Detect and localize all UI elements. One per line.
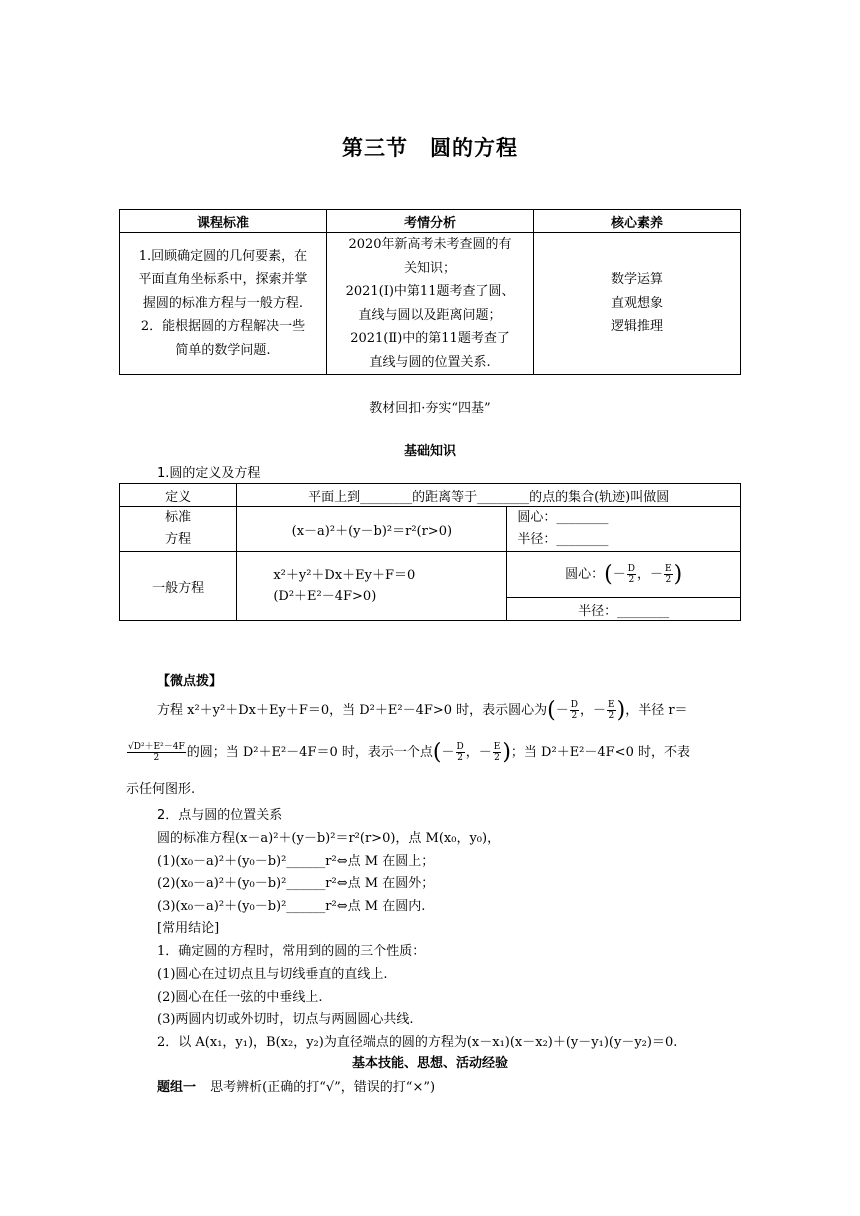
text-line: 直线与圆的位置关系. [369, 354, 491, 370]
tip-text: 的圆；当 D²＋E²－4F＝0 时，表示一个点 [186, 745, 433, 760]
conclusion-line: (2)圆心在任一弦的中垂线上. [157, 990, 323, 1005]
fraction: $\frac{D}{2}$ [570, 700, 578, 721]
core-literacy-cell [534, 233, 741, 375]
center-label: 圆心： [565, 567, 605, 582]
text-line: 逻辑推理 [611, 319, 664, 335]
text-line: 2020年新高考未考查圆的有 [348, 237, 512, 252]
text-line: 数学运算 [611, 272, 664, 288]
header-exam-analysis: 考情分析 [326, 210, 533, 233]
definition-label: 定义 [120, 484, 237, 507]
group-label: 题组一 [157, 1080, 197, 1095]
standards-table [119, 209, 741, 375]
equation-line: (D²＋E²－4F>0) [273, 589, 377, 604]
standard-center-radius [507, 507, 741, 552]
relation-line: 圆的标准方程(x－a)²＋(y－b)²＝r²(r>0)，点 M(x₀，y₀)， [157, 831, 501, 846]
page-title: 第三节 圆的方程 [342, 136, 518, 160]
conclusion-line: 1．确定圆的方程时，常用到的圆的三个性质： [157, 944, 426, 959]
tip-paragraph-line-3: 示任何图形. [126, 782, 196, 797]
label-line: 方程 [165, 532, 192, 547]
general-equation-label: 一般方程 [120, 552, 237, 621]
text-line: 直线与圆以及距离问题； [358, 307, 502, 323]
text-line: 2．能根据圆的方程解决一些 [140, 319, 306, 335]
definition-content: 平面上到________的距离等于________的点的集合(轨迹)叫做圆 [237, 484, 741, 507]
text-line: 2021(Ⅱ)中的第11题考查了 [350, 331, 510, 346]
tip-paragraph-line-1: 方程 x²＋y²＋Dx＋Ey＋F＝0，当 D²＋E²－4F>0 时，表示圆心为(－ $\frac{D}{2}$ ，－ $\frac{E}{2}$ )，半径 r＝ [157, 698, 688, 723]
question-group [157, 1076, 435, 1095]
exam-analysis-cell [326, 233, 533, 375]
general-radius: 半径：________ [507, 598, 741, 621]
center-blank: 圆心：________ [517, 510, 609, 525]
text-line: 关知识； [404, 260, 457, 276]
common-conclusions-heading: [常用结论] [157, 921, 220, 936]
conclusion-line: (1)圆心在过切点且与切线垂直的直线上. [157, 967, 388, 982]
group-instruction: 思考辨析(正确的打“√”，错误的打“×”) [210, 1080, 436, 1095]
subsection-1-heading: 1.圆的定义及方程 [157, 466, 261, 481]
definition-table [119, 483, 741, 621]
tip-heading: 【微点拨】 [157, 674, 223, 689]
tip-paragraph-line-2: $\frac{\text{√D²＋E²－4F}}{2}$ 的圆；当 D²＋E²－4F＝0 时，表示一个点(－ $\frac{D}{2}$ ，－ $\frac{E}{2}$ )；当 D²＋E²－4F<0 时，不表 [128, 740, 690, 765]
relation-line: (2)(x₀－a)²＋(y₀－b)²______r²⇔点 M 在圆外； [157, 876, 435, 891]
conclusion-line: 2．以 A(x₁，y₁)，B(x₂，y₂)为直径端点的圆的方程为(x－x₁)(x－x₂)＋(y－y₁)(y－y₂)＝0. [157, 1035, 678, 1050]
fraction: $\frac{E}{2}$ [608, 700, 615, 721]
text-line: 直观想象 [611, 295, 664, 311]
tip-text: ；当 D²＋E²－4F<0 时，不表 [510, 745, 690, 760]
fraction: $\frac{D}{2}$ [627, 564, 635, 585]
text-line: 简单的数学问题. [175, 342, 271, 358]
section-banner: 教材回扣·夯实“四基” [369, 401, 491, 416]
text-line: 平面直角坐标系中，探索并掌 [138, 272, 308, 288]
general-center: 圆心：(－ $\frac{D}{2}$ ，－ $\frac{E}{2}$ ) [507, 552, 741, 598]
text-line: 2021(Ⅰ)中第11题考查了圆、 [345, 284, 515, 299]
standard-equation-label [120, 507, 237, 552]
text-line: 握圆的标准方程与一般方程. [142, 295, 304, 311]
text-line: 1.回顾确定圆的几何要素，在 [138, 248, 308, 264]
tip-text: ，半径 r＝ [625, 703, 688, 718]
label-line: 标准 [165, 510, 192, 525]
header-course-standard: 课程标准 [120, 210, 327, 233]
relation-line: (3)(x₀－a)²＋(y₀－b)²______r²⇔点 M 在圆内. [157, 899, 426, 914]
general-equation [237, 552, 507, 621]
fraction: $\frac{E}{2}$ [665, 564, 672, 585]
course-standard-cell [120, 233, 327, 375]
skills-heading: 基本技能、思想、活动经验 [351, 1056, 508, 1071]
fraction: $\frac{D}{2}$ [456, 742, 464, 763]
fraction: $\frac{E}{2}$ [493, 742, 501, 763]
tip-text: 方程 x²＋y²＋Dx＋Ey＋F＝0，当 D²＋E²－4F>0 时，表示圆心为 [157, 703, 548, 718]
subsection-2-heading: 2．点与圆的位置关系 [157, 808, 283, 823]
conclusion-line: (3)两圆内切或外切时，切点与两圆圆心共线. [157, 1012, 414, 1027]
basic-knowledge-heading: 基础知识 [403, 444, 456, 459]
radius-blank: 半径：________ [517, 532, 609, 547]
relation-line: (1)(x₀－a)²＋(y₀－b)²______r²⇔点 M 在圆上； [157, 854, 435, 869]
radius-fraction: $\frac{\text{√D²＋E²－4F}}{2}$ [128, 742, 185, 763]
equation-line: x²＋y²＋Dx＋Ey＋F＝0 [273, 568, 416, 583]
standard-equation: (x－a)²＋(y－b)²＝r²(r>0) [237, 507, 507, 552]
header-core-literacy: 核心素养 [534, 210, 741, 233]
